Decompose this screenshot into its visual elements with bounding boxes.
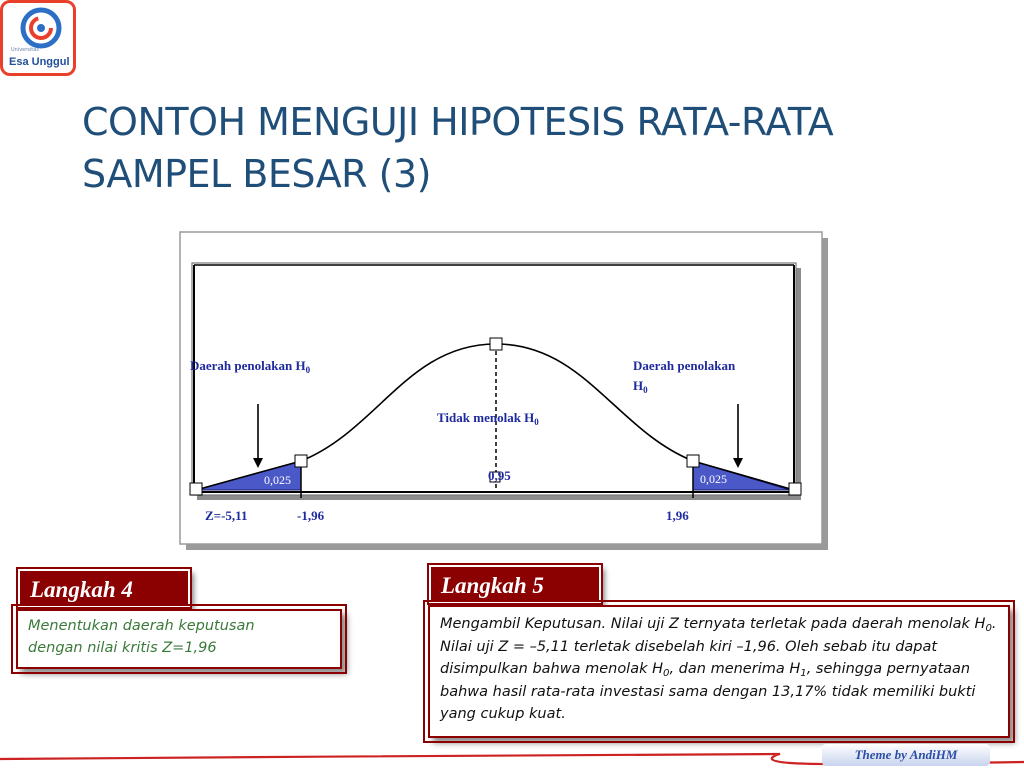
step5-sub-2: 0 <box>663 668 670 679</box>
step4-box <box>16 609 342 669</box>
step4-text-line1: Menentukan daerah keputusan <box>28 618 255 634</box>
logo-name: Esa Unggul <box>9 56 70 68</box>
left-region-label: Daerah penolakan $H_0$ <box>190 358 311 375</box>
step5-text-3: , dan menerima H <box>669 661 801 677</box>
handle-right-end <box>789 483 801 495</box>
inner-panel <box>192 263 796 495</box>
right-area-label: 0,025 <box>700 472 727 486</box>
right-region-label: Daerah penolakan <box>633 358 736 373</box>
center-region-label: Tidak menolak $H_0$ <box>437 410 539 427</box>
step5-text-1: Mengambil Keputusan. Nilai uji Z ternyata terletak pada daerah menolak H <box>440 616 986 632</box>
z-value-label: Z=-5,11 <box>205 508 248 523</box>
left-area-label: 0,025 <box>264 473 291 487</box>
page-title-line2: SAMPEL BESAR (3) <box>82 152 431 196</box>
right-critical-label: 1,96 <box>666 508 689 523</box>
logo-emblem-icon <box>17 7 65 49</box>
step4-text-line2: dengan nilai kritis Z=1,96 <box>28 640 217 656</box>
university-logo <box>0 0 76 76</box>
handle-left-crit <box>295 455 307 467</box>
step5-sub-1: 0 <box>985 623 992 634</box>
handle-peak <box>490 338 502 350</box>
page-title <box>82 96 982 200</box>
handle-right-crit <box>687 455 699 467</box>
step4-heading: Langkah 4 <box>18 569 190 607</box>
step5-sub-3: 1 <box>800 668 807 679</box>
normal-distribution-figure <box>178 230 828 550</box>
page-title-line1: CONTOH MENGUJI HIPOTESIS RATA-RATA <box>82 100 834 144</box>
theme-credit: Theme by AndiHM <box>822 744 990 766</box>
left-critical-label: -1,96 <box>297 508 325 523</box>
step5-box <box>428 605 1010 738</box>
right-region-label-h: $H_0$ <box>633 378 648 395</box>
center-area-label: 0,95 <box>488 468 511 483</box>
handle-left-end <box>190 483 202 495</box>
distribution-svg <box>178 230 828 550</box>
step5-text-2: . Nilai uji Z = –5,11 terletak disebelah kiri –1,96. Oleh sebab itu dapat disimpulkan bahwa menolak H <box>440 616 997 677</box>
logo-small-text: Universitas <box>11 47 39 53</box>
step5-heading: Langkah 5 <box>429 565 601 603</box>
step5-text-4: , sehingga pernyataan bahwa hasil rata-rata investasi sama dengan 13,17% tidak memiliki bukti yang cukup kuat. <box>440 661 976 722</box>
